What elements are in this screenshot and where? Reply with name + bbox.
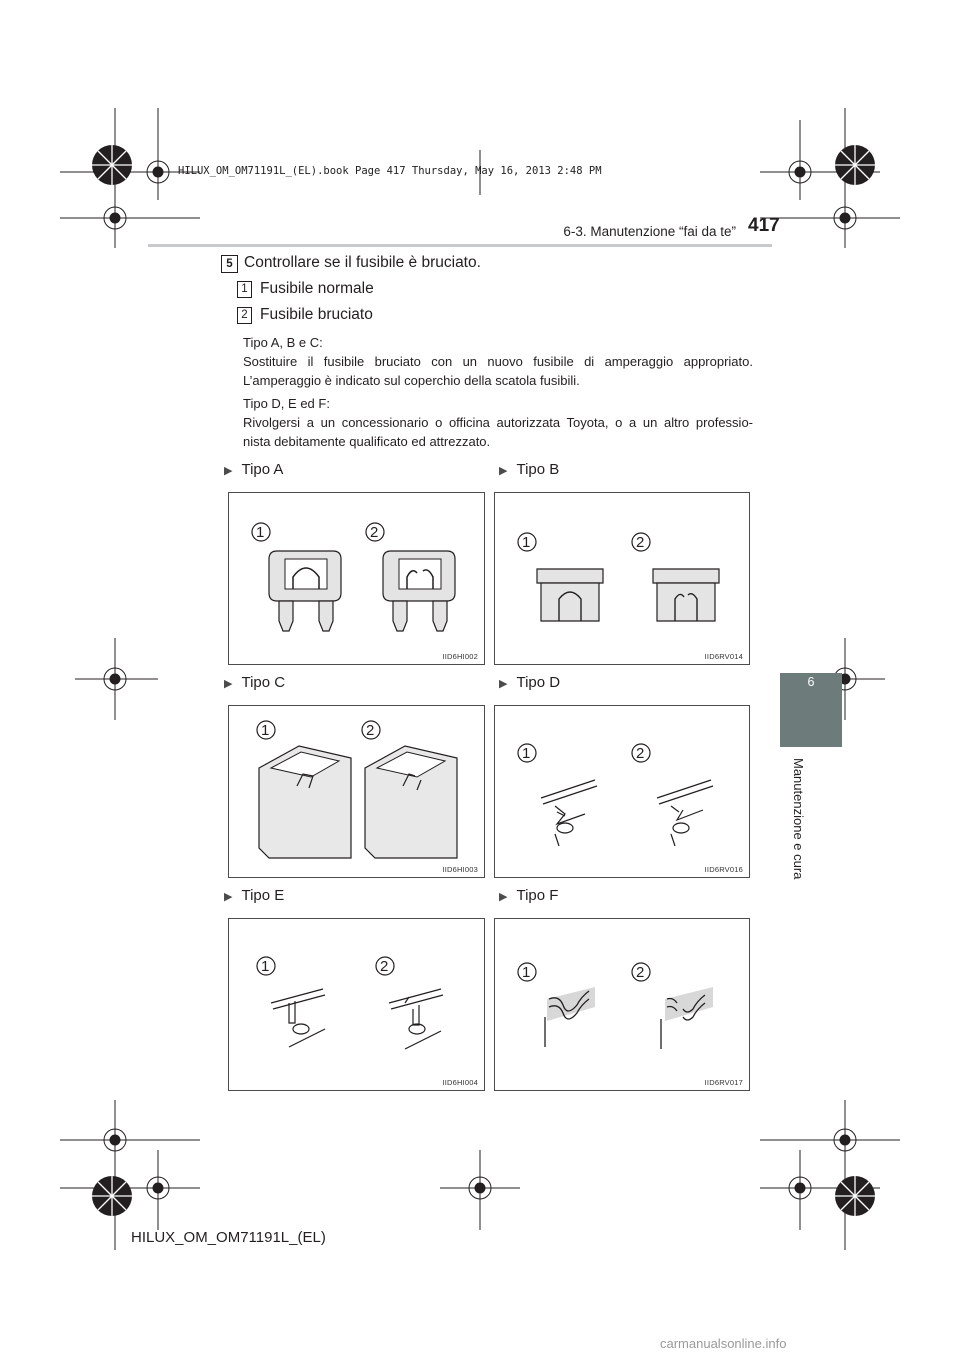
svg-text:1: 1 [261, 722, 270, 739]
arrow-right-icon: ▶ [499, 678, 508, 690]
figure-code: IID6HI004 [442, 1078, 478, 1087]
svg-text:2: 2 [636, 964, 645, 981]
figure-title-b: ▶ Tipo B [499, 461, 560, 478]
svg-text:2: 2 [636, 745, 645, 762]
figure-title-c: ▶ Tipo C [224, 674, 286, 691]
fusible-link-d-illustration [495, 706, 751, 879]
watermark: carmanualsonline.info [660, 1336, 787, 1351]
svg-text:2: 2 [636, 534, 645, 551]
note-abc-line2: L’amperaggio è indicato sul coperchio della scatola fusibili. [243, 373, 580, 388]
chapter-title: Manutenzione e cura [791, 758, 806, 880]
arrow-right-icon: ▶ [499, 891, 508, 903]
note-abc-title: Tipo A, B e C: [243, 335, 323, 350]
figure-panel-type-a [228, 492, 485, 665]
print-info: HILUX_OM_OM71191L_(EL).book Page 417 Thursday, May 16, 2013 2:48 PM [178, 165, 602, 177]
note-def-title: Tipo D, E ed F: [243, 396, 330, 411]
figure-title-d: ▶ Tipo D [499, 674, 561, 691]
note-def-line2: nista debitamente qualificato ed attrezzato. [243, 434, 491, 449]
chapter-title-vertical [776, 758, 816, 883]
figure-panel-type-f [494, 918, 750, 1091]
mini-fuse-illustration [229, 493, 486, 666]
figure-code: IID6RV017 [704, 1078, 743, 1087]
arrow-right-icon: ▶ [224, 465, 233, 477]
item-label-2: Fusibile bruciato [260, 306, 373, 323]
svg-text:2: 2 [370, 524, 379, 541]
footer-manual-code: HILUX_OM_OM71191L_(EL) [131, 1229, 326, 1246]
item-number-2: 2 [237, 307, 252, 324]
figure-title-a: ▶ Tipo A [224, 461, 284, 478]
step-number-box: 5 [221, 255, 238, 273]
item-number-1: 1 [237, 281, 252, 298]
figure-panel-type-c [228, 705, 485, 878]
figure-panel-type-b [494, 492, 750, 665]
arrow-right-icon: ▶ [224, 891, 233, 903]
svg-text:1: 1 [261, 958, 270, 975]
section-title: 6-3. Manutenzione “fai da te” [563, 224, 736, 239]
note-abc-line1: Sostituire il fusibile bruciato con un nuovo fusibile di amperaggio appropriato. [243, 354, 753, 369]
figure-code: IID6RV016 [704, 865, 743, 874]
fusible-link-f-illustration [495, 919, 751, 1092]
svg-text:1: 1 [522, 534, 531, 551]
step-text: Controllare se il fusibile è bruciato. [244, 254, 481, 271]
chapter-number: 6 [807, 675, 815, 689]
figure-title-f: ▶ Tipo F [499, 887, 559, 904]
note-def-line1: Rivolgersi a un concessionario o officina autorizzata Toyota, o a un altro professio- [243, 415, 753, 430]
item-label-1: Fusibile normale [260, 280, 374, 297]
figure-panel-type-d [494, 705, 750, 878]
cartridge-fuse-illustration [229, 706, 486, 879]
svg-text:2: 2 [366, 722, 375, 739]
arrow-right-icon: ▶ [224, 678, 233, 690]
arrow-right-icon: ▶ [499, 465, 508, 477]
fusible-link-e-illustration [229, 919, 486, 1092]
svg-text:1: 1 [522, 964, 531, 981]
svg-text:2: 2 [380, 958, 389, 975]
figure-title-e: ▶ Tipo E [224, 887, 285, 904]
svg-text:1: 1 [256, 524, 265, 541]
figure-code: IID6HI002 [442, 652, 478, 661]
page-number: 417 [748, 215, 780, 236]
figure-code: IID6RV014 [704, 652, 743, 661]
figure-code: IID6HI003 [442, 865, 478, 874]
figure-panel-type-e [228, 918, 485, 1091]
header-rule [148, 244, 772, 247]
svg-text:1: 1 [522, 745, 531, 762]
low-profile-fuse-illustration [495, 493, 751, 666]
